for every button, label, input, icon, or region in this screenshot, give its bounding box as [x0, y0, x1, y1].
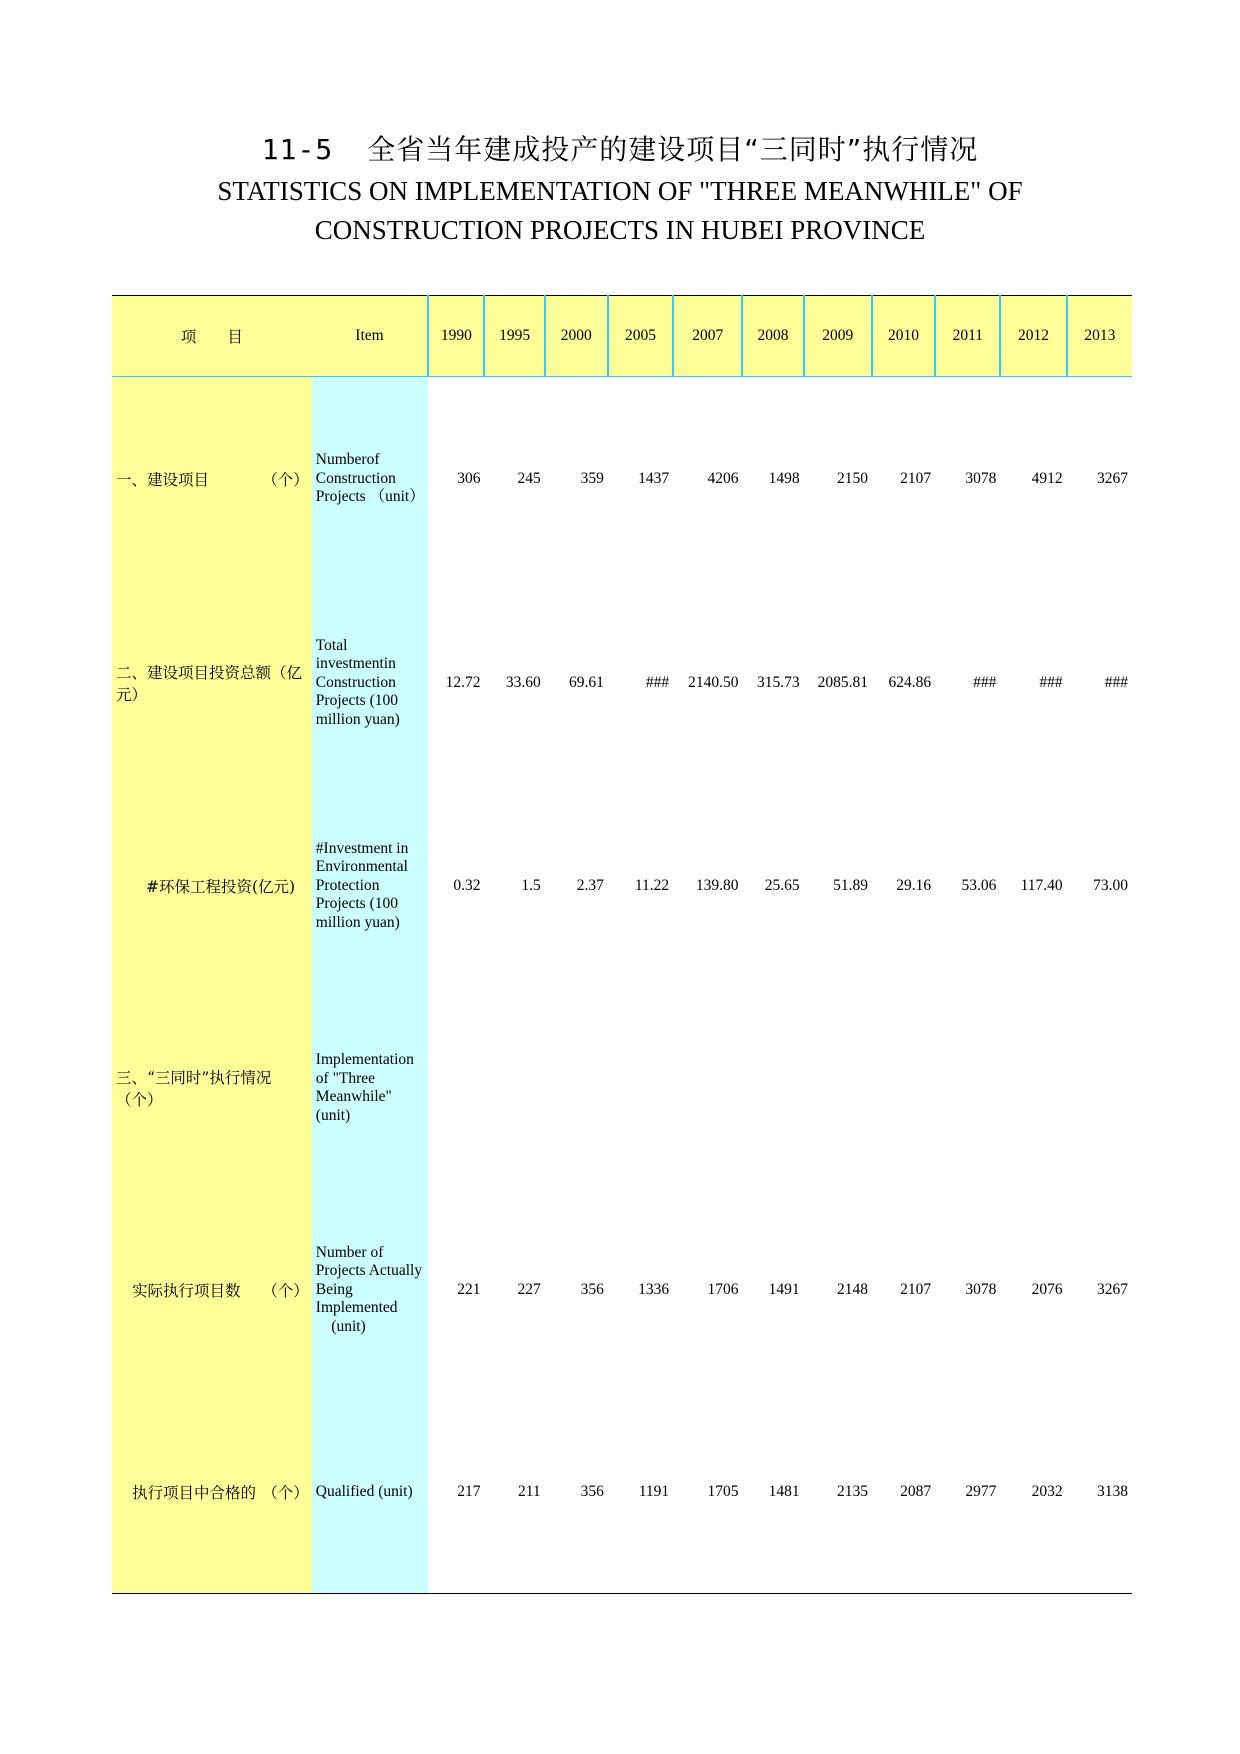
table-cell: [1067, 987, 1132, 1189]
table-cell: ###: [1000, 581, 1066, 785]
row-label-cn-text: 实际执行项目数: [132, 1282, 241, 1300]
table-cell: 117.40: [1000, 785, 1066, 987]
table-cell: 1706: [673, 1189, 742, 1391]
row-label-en: Number of Projects Actually Being Implemented (unit): [312, 1189, 428, 1391]
table-cell: 2140.50: [673, 581, 742, 785]
header-year: 2011: [935, 296, 1000, 377]
header-year: 2010: [872, 296, 935, 377]
row-label-cn: [112, 1189, 312, 1391]
page-title-cn: [0, 128, 1240, 168]
table-cell: 51.89: [804, 785, 872, 987]
table-cell: 306: [428, 377, 484, 582]
table-cell: 29.16: [872, 785, 935, 987]
title-en-line1: STATISTICS ON IMPLEMENTATION OF "THREE MEANWHILE" OF: [217, 176, 1023, 206]
table-cell: 217: [428, 1391, 484, 1594]
header-row: [112, 296, 1132, 377]
table-cell: 315.73: [742, 581, 803, 785]
table-cell: 3078: [935, 377, 1000, 582]
header-year: 2007: [673, 296, 742, 377]
table-cell: [545, 987, 608, 1189]
statistics-table: [112, 295, 1132, 1594]
table-cell: 2977: [935, 1391, 1000, 1594]
table-cell: 227: [484, 1189, 544, 1391]
header-year: 1995: [484, 296, 544, 377]
table-cell: 2087: [872, 1391, 935, 1594]
table-cell: 3138: [1067, 1391, 1132, 1594]
table-cell: ###: [1067, 581, 1132, 785]
table-cell: 221: [428, 1189, 484, 1391]
row-label-cn-text: 三、“三同时”执行情况（个）: [116, 1069, 272, 1109]
header-year: 2008: [742, 296, 803, 377]
table-cell: [608, 987, 673, 1189]
table-cell: 11.22: [608, 785, 673, 987]
header-item-cn: 项 目: [112, 296, 312, 377]
table-cell: [673, 987, 742, 1189]
table-cell: [804, 987, 872, 1189]
table-cell: 3267: [1067, 377, 1132, 582]
table-cell: 1.5: [484, 785, 544, 987]
table-cell: 2085.81: [804, 581, 872, 785]
table-cell: 4206: [673, 377, 742, 582]
table-cell: ###: [608, 581, 673, 785]
table-cell: 2076: [1000, 1189, 1066, 1391]
table-cell: 33.60: [484, 581, 544, 785]
table-row: [112, 377, 1132, 582]
table-row: [112, 1391, 1132, 1594]
table-cell: 0.32: [428, 785, 484, 987]
row-label-cn: [112, 581, 312, 785]
row-label-en: Numberof Construction Projects （unit）: [312, 377, 428, 582]
table-cell: [1000, 987, 1066, 1189]
table-row: [112, 987, 1132, 1189]
table-cell: [935, 987, 1000, 1189]
row-label-cn: [112, 377, 312, 582]
header-year: 2000: [545, 296, 608, 377]
table-cell: 1437: [608, 377, 673, 582]
row-label-en: Total investmentin Construction Projects (100 million yuan): [312, 581, 428, 785]
table-cell: 3078: [935, 1189, 1000, 1391]
table-cell: [484, 987, 544, 1189]
row-unit: （个）: [262, 1484, 309, 1502]
table-cell: [872, 987, 935, 1189]
table-cell: 2148: [804, 1189, 872, 1391]
table-cell: [428, 987, 484, 1189]
row-label-cn-text: #环保工程投资(亿元): [146, 878, 296, 896]
table-cell: 1336: [608, 1189, 673, 1391]
table-cell: 1191: [608, 1391, 673, 1594]
header-year: 2013: [1067, 296, 1132, 377]
table-cell: 25.65: [742, 785, 803, 987]
table-cell: [742, 987, 803, 1189]
table-cell: ###: [935, 581, 1000, 785]
table-cell: 139.80: [673, 785, 742, 987]
row-unit: （个）: [262, 471, 309, 489]
row-label-en: #Investment in Environmental Protection Projects (100 million yuan): [312, 785, 428, 987]
title-en-line2: CONSTRUCTION PROJECTS IN HUBEI PROVINCE: [314, 215, 926, 245]
header-year: 2012: [1000, 296, 1066, 377]
table-cell: 2150: [804, 377, 872, 582]
table-cell: 359: [545, 377, 608, 582]
table-cell: 69.61: [545, 581, 608, 785]
table-cell: 12.72: [428, 581, 484, 785]
row-unit: （个）: [262, 1282, 309, 1300]
header-year: 1990: [428, 296, 484, 377]
header-item-en: Item: [312, 296, 428, 377]
table-row: [112, 581, 1132, 785]
row-label-en: Implementation of "Three Meanwhile" (unit): [312, 987, 428, 1189]
table-row: [112, 785, 1132, 987]
table-cell: 1491: [742, 1189, 803, 1391]
table-cell: 3267: [1067, 1189, 1132, 1391]
table-cell: 211: [484, 1391, 544, 1594]
header-year: 2005: [608, 296, 673, 377]
page-title-en: [150, 172, 1090, 250]
table-row: [112, 1189, 1132, 1391]
table-cell: 2107: [872, 377, 935, 582]
table-cell: 624.86: [872, 581, 935, 785]
table-cell: 4912: [1000, 377, 1066, 582]
table-cell: 356: [545, 1189, 608, 1391]
table-cell: 1498: [742, 377, 803, 582]
table-number: 11-5: [261, 133, 334, 166]
table-cell: 2032: [1000, 1391, 1066, 1594]
table-cell: 53.06: [935, 785, 1000, 987]
header-year: 2009: [804, 296, 872, 377]
table-cell: 356: [545, 1391, 608, 1594]
table-cell: 2107: [872, 1189, 935, 1391]
table-cell: 2135: [804, 1391, 872, 1594]
table-cell: 1705: [673, 1391, 742, 1594]
row-label-cn: [112, 987, 312, 1189]
row-label-cn: [112, 1391, 312, 1594]
row-label-cn-text: 一、建设项目: [116, 471, 210, 489]
row-label-cn-text: 执行项目中合格的: [132, 1484, 257, 1502]
row-label-cn-text: 二、建设项目投资总额（亿元）: [116, 664, 303, 704]
row-label-cn: [112, 785, 312, 987]
table-cell: 73.00: [1067, 785, 1132, 987]
table-cell: 1481: [742, 1391, 803, 1594]
title-cn-text: 全省当年建成投产的建设项目“三同时”执行情况: [367, 133, 979, 166]
table-cell: 2.37: [545, 785, 608, 987]
table-cell: 245: [484, 377, 544, 582]
row-label-en: Qualified (unit): [312, 1391, 428, 1594]
